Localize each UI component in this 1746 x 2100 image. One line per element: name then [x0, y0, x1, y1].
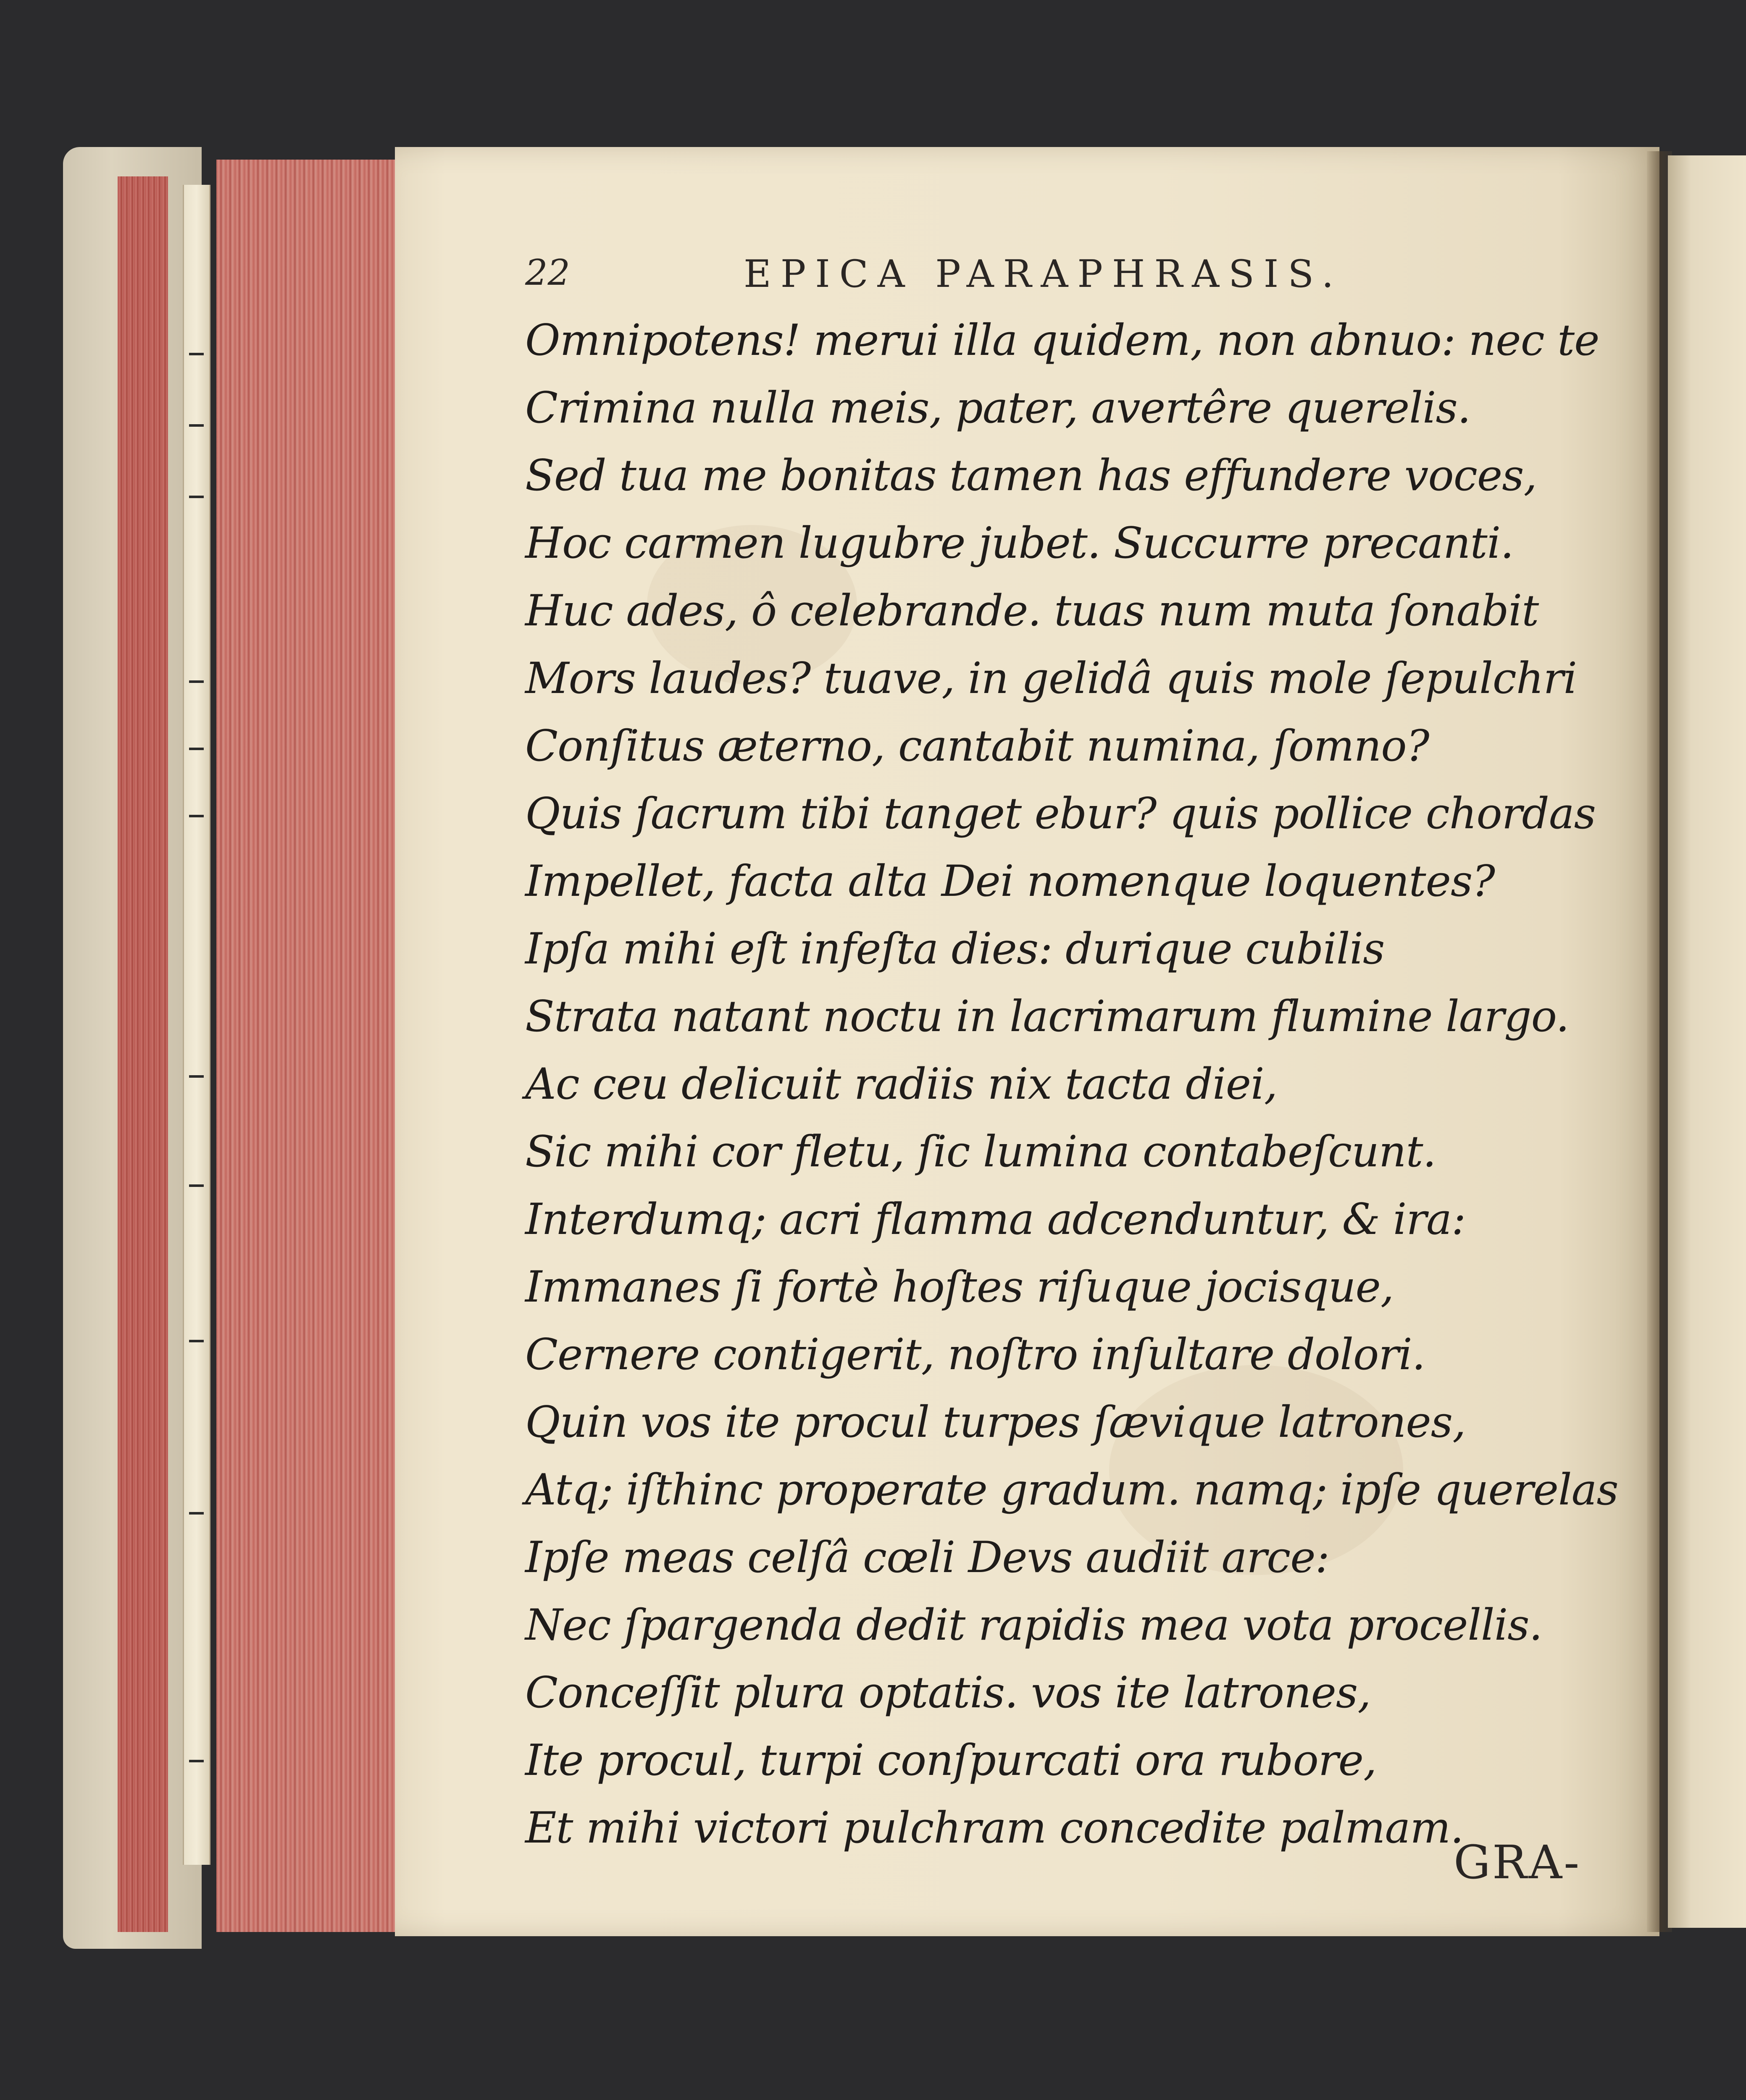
page-edge-outer — [118, 176, 168, 1932]
ribbon-mark — [189, 1340, 204, 1342]
ribbon-strip — [183, 185, 210, 1865]
verse-line: Ipſa mihi eſt infeſta dies: durique cubilis — [525, 924, 1385, 974]
verse-line: Conſitus æterno, cantabit numina, ſomno? — [525, 721, 1429, 771]
catchword: GRA- — [1454, 1835, 1581, 1889]
verse-line: Et mihi victori pulchram concedite palmam. — [525, 1803, 1464, 1853]
verse-line: Hoc carmen lugubre jubet. Succurre precanti. — [525, 518, 1514, 568]
ribbon-mark — [189, 1075, 204, 1078]
page-number: 22 — [525, 252, 570, 293]
running-head: EPICA PARAPHRASIS. — [744, 252, 1343, 296]
verse-line: Crimina nulla meis, pater, avertêre querelis. — [525, 383, 1471, 433]
page-header — [525, 244, 1601, 307]
ribbon-mark — [189, 1760, 204, 1762]
verse-line: Ac ceu delicuit radiis nix tacta diei, — [525, 1059, 1278, 1109]
verse-line: Sed tua me bonitas tamen has effundere voces, — [525, 451, 1537, 501]
verse-line: Quis ſacrum tibi tanget ebur? quis pollice chordas — [525, 789, 1596, 839]
verse-line: Ipſe meas celſâ cœli Devs audiit arce: — [525, 1533, 1329, 1583]
verse-line: Ite procul, turpi conſpurcati ora rubore, — [525, 1735, 1377, 1785]
ribbon-mark — [189, 748, 204, 750]
page-edge-inner — [216, 160, 397, 1932]
verse-line: Quin vos ite procul turpes ſævique latrones, — [525, 1397, 1466, 1447]
text-block — [525, 244, 1618, 1862]
ribbon-mark — [189, 1184, 204, 1187]
verse-line: Omnipotens! merui illa quidem, non abnuo: nec te — [525, 315, 1599, 365]
facing-page — [1668, 155, 1746, 1928]
ribbon-mark — [189, 424, 204, 427]
ribbon-mark — [189, 680, 204, 683]
verse-line: Strata natant noctu in lacrimarum flumine largo. — [525, 992, 1569, 1042]
verse-line: Atq; iſthinc properate gradum. namq; ipſe querelas — [525, 1465, 1618, 1515]
verse-line: Impellet, facta alta Dei nomenque loquentes? — [525, 856, 1495, 906]
verse-line: Cernere contigerit, noſtro inſultare dolori. — [525, 1330, 1425, 1380]
ribbon-mark — [189, 1512, 204, 1515]
verse — [525, 307, 1618, 1862]
verse-line: Sic mihi cor fletu, ſic lumina contabeſcunt. — [525, 1127, 1436, 1177]
verse-line: Conceſſit plura optatis. vos ite latrones, — [525, 1668, 1371, 1718]
verse-line: Immanes ſi fortè hoſtes riſuque jocisque, — [525, 1262, 1394, 1312]
verse-line: Huc ades, ô celebrande. tuas num muta ſonabit — [525, 586, 1539, 636]
verse-line: Nec ſpargenda dedit rapidis mea vota procellis. — [525, 1600, 1542, 1650]
ribbon-mark — [189, 815, 204, 817]
ribbon-mark — [189, 496, 204, 498]
verse-line: Mors laudes? tuave, in gelidâ quis mole ſepulchri — [525, 654, 1577, 704]
verse-line: Interdumq; acri flamma adcenduntur, & ira: — [525, 1194, 1466, 1244]
ribbon-mark — [189, 353, 204, 355]
